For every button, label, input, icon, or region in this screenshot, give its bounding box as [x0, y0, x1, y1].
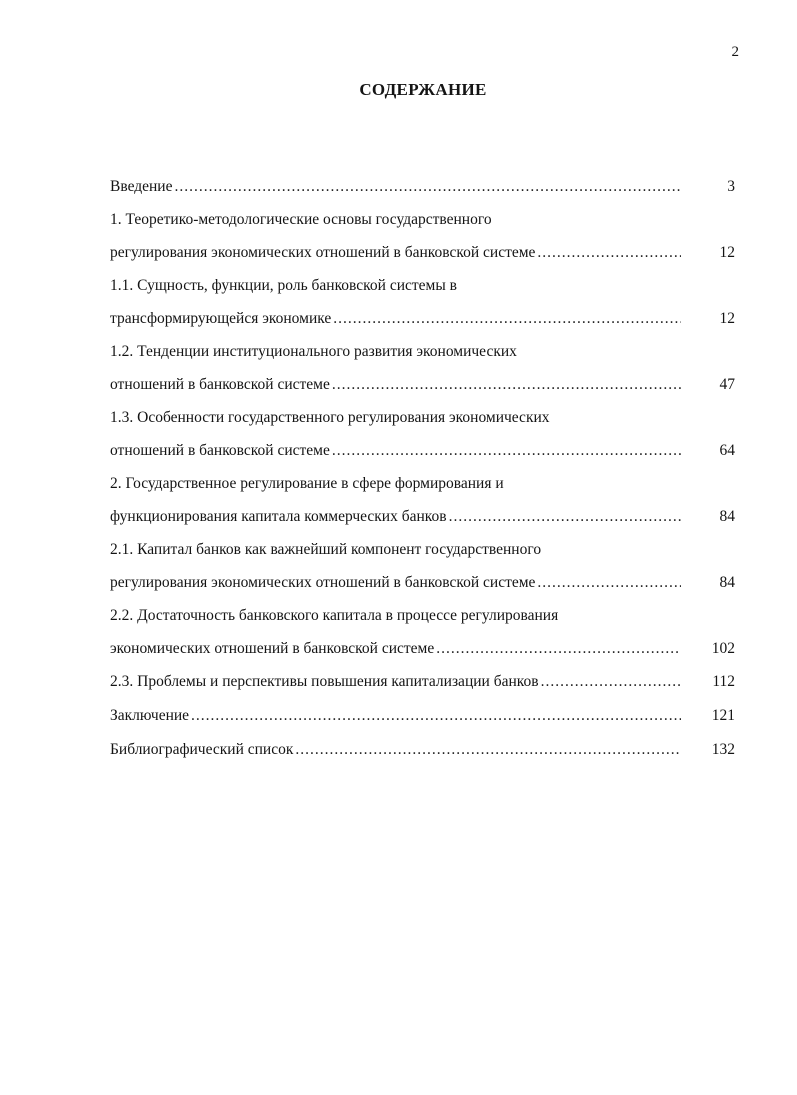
- toc-page-number: 47: [719, 376, 735, 393]
- toc-entry-title: регулирования экономических отношений в банковской системе: [110, 244, 536, 261]
- toc-entry-2-3: [110, 669, 735, 703]
- toc-entry-title: экономических отношений в банковской системе: [110, 640, 435, 657]
- toc-entry-2: [110, 504, 735, 537]
- dot-leader: [191, 703, 681, 729]
- dot-leader: [295, 737, 681, 763]
- toc-entry-2-2: [110, 636, 735, 669]
- toc-page-number: 84: [719, 574, 735, 591]
- toc-entry-1-1: [110, 306, 735, 339]
- toc-page-number: 132: [711, 741, 735, 758]
- toc-entry-introduction: [110, 174, 735, 207]
- toc-page-number: 112: [712, 673, 735, 690]
- toc-entry-title: регулирования экономических отношений в банковской системе: [110, 574, 536, 591]
- toc-entry-2-2-line1: 2.2. Достаточность банковского капитала в процессе регулирования: [110, 607, 559, 624]
- toc-entry-1-2-line1: 1.2. Тенденции институционального развития экономических: [110, 343, 517, 360]
- dot-leader: [436, 636, 681, 662]
- toc-entry-conclusion: [110, 703, 735, 737]
- toc-entry-title: 2.3. Проблемы и перспективы повышения капитализации банков: [110, 673, 539, 690]
- toc-page-number: 121: [711, 707, 735, 724]
- toc-page-number: 3: [727, 178, 735, 195]
- dot-leader: [174, 174, 681, 200]
- toc-entry-2-1: [110, 570, 735, 603]
- toc-entry-1: [110, 240, 735, 273]
- toc-entry-1-1-line1: 1.1. Сущность, функции, роль банковской системы в: [110, 277, 457, 294]
- toc-entry-title: отношений в банковской системе: [110, 442, 330, 459]
- dot-leader: [449, 504, 681, 530]
- dot-leader: [537, 570, 681, 596]
- toc-entry-1-line1: 1. Теоретико-методологические основы государственного: [110, 211, 492, 228]
- page-number: 2: [731, 44, 739, 60]
- toc-entry-title: Введение: [110, 178, 173, 195]
- toc-entry-1-3-line1: 1.3. Особенности государственного регулирования экономических: [110, 409, 550, 426]
- toc-entry-title: трансформирующейся экономике: [110, 310, 332, 327]
- toc-page-number: 64: [719, 442, 735, 459]
- toc-entry-1-2: [110, 372, 735, 405]
- dot-leader: [537, 240, 681, 266]
- dot-leader: [541, 669, 681, 695]
- dot-leader: [332, 372, 681, 398]
- toc-page-number: 12: [719, 310, 735, 327]
- toc-entry-title: отношений в банковской системе: [110, 376, 330, 393]
- dot-leader: [332, 438, 681, 464]
- toc-entry-bibliography: [110, 737, 735, 771]
- toc-entry-2-1-line1: 2.1. Капитал банков как важнейший компонент государственного: [110, 541, 542, 558]
- toc-entry-1-3: [110, 438, 735, 471]
- toc-entry-title: Заключение: [110, 707, 190, 724]
- toc-page-number: 84: [719, 508, 735, 525]
- toc-entry-title: функционирования капитала коммерческих банков: [110, 508, 447, 525]
- page-title: СОДЕРЖАНИЕ: [359, 80, 487, 99]
- table-of-contents: [110, 174, 735, 771]
- toc-entry-title: Библиографический список: [110, 741, 294, 758]
- toc-page-number: 102: [711, 640, 735, 657]
- toc-page-number: 12: [719, 244, 735, 261]
- dot-leader: [333, 306, 681, 332]
- toc-entry-2-line1: 2. Государственное регулирование в сфере формирования и: [110, 475, 504, 492]
